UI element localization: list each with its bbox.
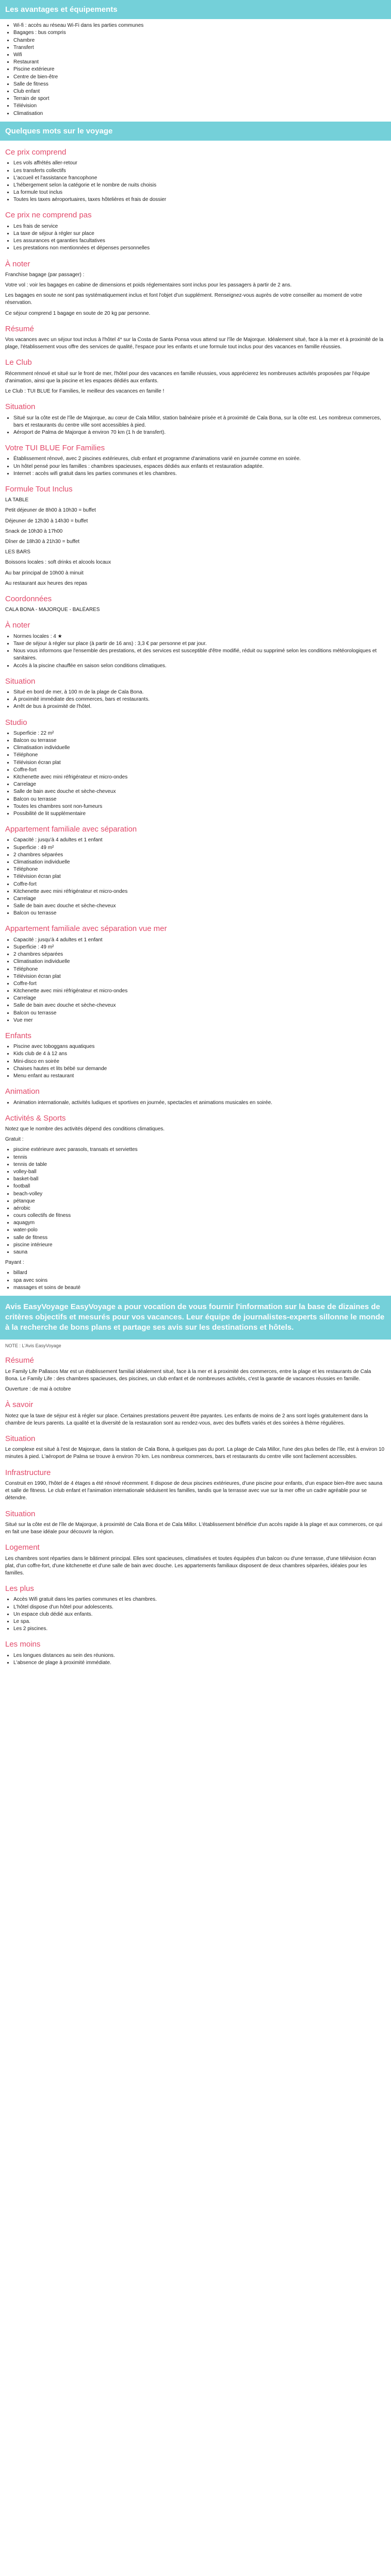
list-item: • Chaises hautes et lits bébé sur demande (13, 1065, 386, 1073)
list-item: • tennis de table (13, 1161, 386, 1168)
paragraph: Dîner de 18h30 à 21h30 = buffet (5, 539, 80, 545)
list-item: • football (13, 1183, 386, 1190)
easyvoyage-intro: Avis EasyVoyage EasyVoyage a pour vocation de vous fournir l'information sur la base de dizaines de critères objectifs et mesurés pour vos vacances. Leur équipe de journalistes-experts sillonne le monde à la recherche de bons plans et partage ses avis sur les destinations et hôtels. (0, 1296, 391, 1340)
list-item: • Kitchenette avec mini réfrigérateur et micro-ondes (13, 988, 386, 995)
bullet-list (5, 223, 386, 252)
paragraph: LES BARS (5, 549, 30, 555)
bullet-list (5, 837, 386, 917)
list-item: • Toutes les chambres sont non-fumeurs (13, 803, 386, 810)
section-heading: Studio (5, 718, 27, 727)
bullet-list (5, 1269, 386, 1292)
list-item: • Balcon ou terrasse (13, 796, 386, 803)
list-item: • pétanque (13, 1198, 386, 1205)
paragraph: Le Family Life Pallasos Mar est un établissement familial idéalement situé, face à la mer et à proximité des commerces, entre la plage et les restaurants de Cala Bona. Le Family Life : des chambres spacieuses, des piscines, un club enfant et de nombreuses activités, c'est la garantie de vacances réussies en famille. (5, 1368, 371, 1382)
list-item: • Coffre-fort (13, 881, 386, 888)
list-item: • Salle de bain avec douche et sèche-cheveux (13, 788, 386, 795)
paragraph: Déjeuner de 12h30 à 14h30 = buffet (5, 518, 88, 524)
list-item: • Chambre (13, 37, 386, 44)
paragraph: CALA BONA - MAJORQUE - BALÉARES (5, 607, 100, 613)
list-item: • 2 chambres séparées (13, 852, 386, 859)
list-item: • Balcon ou terrasse (13, 910, 386, 917)
section-heading: Coordonnées (5, 594, 52, 603)
paragraph: Boissons locales : soft drinks et alcools locaux (5, 560, 111, 566)
paragraph: Votre vol : voir les bagages en cabine de dimensions et poids réglementaires sont inclus pour les passagers à partir de 2 ans. (5, 282, 292, 288)
list-item: • 2 chambres séparées (13, 951, 386, 958)
paragraph: Franchise bagage (par passager) : (5, 272, 85, 278)
list-item: • Capacité : jusqu'à 4 adultes et 1 enfant (13, 937, 386, 944)
list-item: • Coffre-fort (13, 767, 386, 774)
paragraph: Payant : (5, 1260, 24, 1266)
list-item: • Carrelage (13, 781, 386, 788)
list-item: • spa avec soins (13, 1277, 386, 1284)
list-item: • tennis (13, 1154, 386, 1161)
paragraph: Notez que la taxe de séjour est à régler sur place. Certaines prestations peuvent être payantes. Les enfants de moins de 2 ans sont logés gratuitement dans la chambre de leurs parents. La qualité et la diversité de la restauration sont au rendez-vous, avec des buffets variés et des soirées à thème régulières. (5, 1413, 368, 1426)
list-item: • Accès à la piscine chauffée en saison selon conditions climatiques. (13, 663, 386, 670)
bullet-list (5, 1652, 386, 1667)
list-item: • piscine intérieure (13, 1242, 386, 1249)
list-item: • Situé sur la côte est de l'île de Majorque, au cœur de Cala Millor, station balnéaire prisée et à proximité de Cala Bona, sur la côte est. Les nombreux commerces, bars et restaurants du centre ville sont accessibles à pied. (13, 415, 386, 429)
paragraph: Le complexe est situé à l'est de Majorque, dans la station de Cala Bona, à quelques pas du port. La plage de Cala Millor, l'une des plus belles de l'île, est à environ 10 minutes à pied. L'aéroport de Palma se trouve à environ 70 km. Les nombreux commerces, bars et restaurants du centre ville sont facilement accessibles. (5, 1447, 385, 1460)
list-item: • Superficie : 49 m² (13, 944, 386, 951)
paragraph: Situé sur la côte est de l'île de Majorque, à proximité de Cala Bona et de Cala Millor. L'établissement bénéficie d'un accès rapide à la plage et aux commerces, ce qui en fait une base idéale pour découvrir la région. (5, 1521, 383, 1535)
section-heading: Situation (5, 402, 36, 412)
section-heading: Situation (5, 1509, 36, 1518)
section-heading: Résumé (5, 324, 34, 333)
bullet-list (5, 1099, 386, 1107)
list-item: • Kids club de 4 à 12 ans (13, 1050, 386, 1058)
list-item: • Transfert (13, 44, 386, 52)
list-item: • Bagages : bus compris (13, 29, 386, 37)
bullet-list (5, 689, 386, 711)
list-item: • Les assurances et garanties facultatives (13, 238, 386, 245)
section-heading: Infrastructure (5, 1468, 51, 1477)
list-item: • Situé en bord de mer, à 100 m de la plage de Cala Bona. (13, 689, 386, 696)
section-heading: Votre TUI BLUE For Families (5, 444, 105, 453)
list-item: • Balcon ou terrasse (13, 737, 386, 744)
list-item: • Les longues distances au sein des réunions. (13, 1652, 386, 1659)
list-item: • basket-ball (13, 1176, 386, 1183)
list-item: • Les frais de service (13, 223, 386, 230)
section-heading: Enfants (5, 1031, 31, 1040)
list-item: • aérobic (13, 1205, 386, 1212)
review-section (0, 1343, 391, 1667)
paragraph: Vos vacances avec un séjour tout inclus à l'hôtel 4* sur la Costa de Santa Ponsa vous attend sur l'île de Majorque. Idéalement situé, face à la mer et à proximité de la plage, l'établissement vous offre des services de qualité, l'espace pour les enfants et une formule tout inclus pour des vacances en famille réussies. (5, 337, 384, 350)
bullet-list (5, 160, 386, 204)
paragraph: Notez que le nombre des activités dépend des conditions climatiques. (5, 1126, 165, 1132)
list-item: • Restaurant (13, 59, 386, 66)
list-item: • Superficie : 49 m² (13, 844, 386, 852)
list-item: • Carrelage (13, 995, 386, 1002)
paragraph: Ce séjour comprend 1 bagage en soute de 20 kg par personne. (5, 310, 151, 316)
list-item: • Kitchenette avec mini réfrigérateur et micro-ondes (13, 888, 386, 895)
list-item: • Télévision (13, 103, 386, 110)
list-item: • piscine extérieure avec parasols, transats et serviettes (13, 1146, 386, 1154)
paragraph: Les bagages en soute ne sont pas systématiquement inclus et font l'objet d'un supplément. Renseignez-vous auprès de votre conseiller au moment de votre réservation. (5, 293, 363, 306)
list-item: • Balcon ou terrasse (13, 1010, 386, 1017)
list-item: • L'hébergement selon la catégorie et le nombre de nuits choisis (13, 182, 386, 189)
list-item: • Vue mer (13, 1017, 386, 1024)
bullet-list (5, 1043, 386, 1080)
section-heading: Ce prix comprend (5, 148, 67, 157)
list-item: • Toutes les taxes aéroportuaires, taxes hôtelières et frais de dossier (13, 196, 386, 204)
list-item: • Téléphone (13, 866, 386, 873)
section-heading: À savoir (5, 1400, 34, 1410)
list-item: • Coffre-fort (13, 980, 386, 988)
section-heading: Situation (5, 1434, 36, 1443)
bullet-list (5, 455, 386, 478)
list-item: • Salle de fitness (13, 81, 386, 88)
section-heading: Le Club (5, 358, 32, 367)
bullet-list (5, 937, 386, 1024)
list-item: • sauna (13, 1249, 386, 1256)
bullet-list (5, 1146, 386, 1256)
list-item: • billard (13, 1269, 386, 1277)
list-item: • Accès Wifi gratuit dans les parties communes et les chambres. (13, 1596, 386, 1603)
section-heading: Ce prix ne comprend pas (5, 211, 92, 220)
list-item: • salle de fitness (13, 1234, 386, 1242)
section-heading: Activités & Sports (5, 1113, 66, 1123)
paragraph: LA TABLE (5, 497, 29, 503)
list-item: • Climatisation individuelle (13, 859, 386, 866)
list-item: • Nous vous informons que l'ensemble des prestations, et des services est susceptible d'être modifié, réduit ou supprimé selon les conditions météorologiques et sanitaires. (13, 648, 386, 662)
list-item: • Animation internationale, activités ludiques et sportives en journée, spectacles et animations musicales en soirée. (13, 1099, 386, 1107)
list-item: • L'hôtel dispose d'un hôtel pour adolescents. (13, 1604, 386, 1611)
list-item: • Un espace club dédié aux enfants. (13, 1611, 386, 1618)
list-item: • Établissement rénové, avec 2 piscines extérieures, club enfant et programme d'animations varié en journée comme en soirée. (13, 455, 386, 463)
list-item: • L'absence de plage à proximité immédiate. (13, 1659, 386, 1667)
list-item: • Arrêt de bus à proximité de l'hôtel. (13, 703, 386, 710)
list-item: • Télévision écran plat (13, 759, 386, 767)
paragraph: Au restaurant aux heures des repas (5, 580, 87, 586)
paragraph: Au bar principal de 10h00 à minuit (5, 570, 84, 576)
section-heading: À noter (5, 259, 30, 268)
list-item: • Un hôtel pensé pour les familles : chambres spacieuses, espaces dédiés aux enfants et restauration adaptée. (13, 463, 386, 470)
list-item: • Les 2 piscines. (13, 1625, 386, 1633)
list-item: • Climatisation individuelle (13, 744, 386, 752)
list-item: • Téléphone (13, 966, 386, 973)
list-item: • Kitchenette avec mini réfrigérateur et micro-ondes (13, 774, 386, 781)
paragraph: Les chambres sont réparties dans le bâtiment principal. Elles sont spacieuses, climatisées et toutes équipées d'un balcon ou d'une terrasse, d'une télévision écran plat, d'un coffre-fort, d'une kitchenette et d'une salle de bain avec douche. Les appartements familiaux disposent de deux chambres séparées, idéales pour les familles. (5, 1555, 376, 1576)
paragraph: Gratuit : (5, 1137, 24, 1143)
list-item: • Les vols affrétés aller-retour (13, 160, 386, 167)
list-item: • Club enfant (13, 88, 386, 95)
paragraph: Snack de 10h30 à 17h00 (5, 528, 63, 534)
list-item: • volley-ball (13, 1168, 386, 1176)
equipment-list (5, 22, 386, 117)
list-item: • aquagym (13, 1219, 386, 1227)
list-item: • Centre de bien-être (13, 74, 386, 81)
list-item: • La formule tout inclus (13, 189, 386, 196)
list-item: • Piscine avec toboggans aquatiques (13, 1043, 386, 1050)
list-item: • cours collectifs de fitness (13, 1212, 386, 1219)
list-item: • Téléphone (13, 752, 386, 759)
paragraph: Construit en 1990, l'hôtel de 4 étages a été rénové récemment. Il dispose de deux piscines extérieures, d'une piscine pour enfants, d'un espace bien-être avec sauna et salle de fitness. Le club enfant et l'animation internationale séduisent les familles, tandis que la terrasse avec vue sur la mer offre un cadre agréable pour se détendre. (5, 1480, 383, 1501)
list-item: • massages et soins de beauté (13, 1284, 386, 1292)
list-item: • Salle de bain avec douche et sèche-cheveux (13, 1002, 386, 1009)
list-item: • La taxe de séjour à régler sur place (13, 230, 386, 238)
list-item: • Télévision écran plat (13, 873, 386, 880)
section-heading: Appartement familiale avec séparation vue mer (5, 924, 167, 934)
list-item: • Climatisation individuelle (13, 958, 386, 965)
section-heading: Les moins (5, 1640, 41, 1649)
list-item: • Possibilité de lit supplémentaire (13, 810, 386, 818)
list-item: • Wifi (13, 52, 386, 59)
paragraph: Ouverture : de mai à octobre (5, 1386, 71, 1393)
bullet-list (5, 730, 386, 818)
list-item: • Mini-disco en soirée (13, 1058, 386, 1065)
list-item: • Internet : accès wifi gratuit dans les parties communes et les chambres. (13, 470, 386, 478)
list-item: • Superficie : 22 m² (13, 730, 386, 737)
list-item: • Normes locales : 4 ★ (13, 633, 386, 640)
list-item: • Carrelage (13, 895, 386, 903)
section-heading: Résumé (5, 1356, 34, 1365)
section-heading: Logement (5, 1543, 40, 1552)
bullet-list (5, 633, 386, 670)
list-item: • À proximité immédiate des commerces, bars et restaurants. (13, 696, 386, 703)
list-item: • Aéroport de Palma de Majorque à environ 70 km (1 h de transfert). (13, 429, 386, 436)
list-item: • L'accueil et l'assistance francophone (13, 175, 386, 182)
section-title-more: Quelques mots sur le voyage (0, 122, 391, 141)
list-item: • Capacité : jusqu'à 4 adultes et 1 enfant (13, 837, 386, 844)
list-item: • Terrain de sport (13, 95, 386, 103)
list-item: • Menu enfant au restaurant (13, 1073, 386, 1080)
list-item: • Climatisation (13, 110, 386, 117)
review-blocks (5, 1355, 386, 1667)
paragraph: Récemment rénové et situé sur le front de mer, l'hôtel pour des vacances en famille réussies, vous apprécierez les nombreuses activités proposées par l'équipe d'animation, ainsi que la piscine et les espaces dédiés aux enfants. (5, 370, 370, 384)
section-title-equipments: Les avantages et équipements (0, 0, 391, 19)
list-item: • water-polo (13, 1227, 386, 1234)
list-item: • beach-volley (13, 1191, 386, 1198)
section-heading: Les plus (5, 1584, 34, 1594)
section-heading: Formule Tout Inclus (5, 484, 73, 494)
section-heading: Animation (5, 1087, 40, 1096)
section-heading: Situation (5, 676, 36, 686)
list-item: • Wi-fi : accès au réseau Wi-Fi dans les parties communes (13, 22, 386, 29)
list-item: • Les transferts collectifs (13, 167, 386, 175)
list-item: • Piscine extérieure (13, 66, 386, 73)
equipments-section (0, 22, 391, 117)
review-score: NOTE : L'Avis EasyVoyage (5, 1343, 61, 1348)
list-item: • Salle de bain avec douche et sèche-cheveux (13, 903, 386, 910)
bullet-list (5, 415, 386, 437)
list-item: • Les prestations non mentionnées et dépenses personnelles (13, 245, 386, 252)
list-item: • Taxe de séjour à régler sur place (à partir de 16 ans) : 3,3 € par personne et par jour. (13, 640, 386, 648)
paragraph: Petit déjeuner de 8h00 à 10h30 = buffet (5, 507, 96, 514)
bullet-list (5, 1596, 386, 1633)
paragraph: Le Club : TUI BLUE for Families, le meilleur des vacances en famille ! (5, 388, 165, 395)
list-item: • Le spa. (13, 1618, 386, 1625)
section-heading: Appartement familiale avec séparation (5, 825, 137, 834)
section-heading: À noter (5, 621, 30, 630)
more-section (0, 147, 391, 1292)
list-item: • Télévision écran plat (13, 973, 386, 980)
